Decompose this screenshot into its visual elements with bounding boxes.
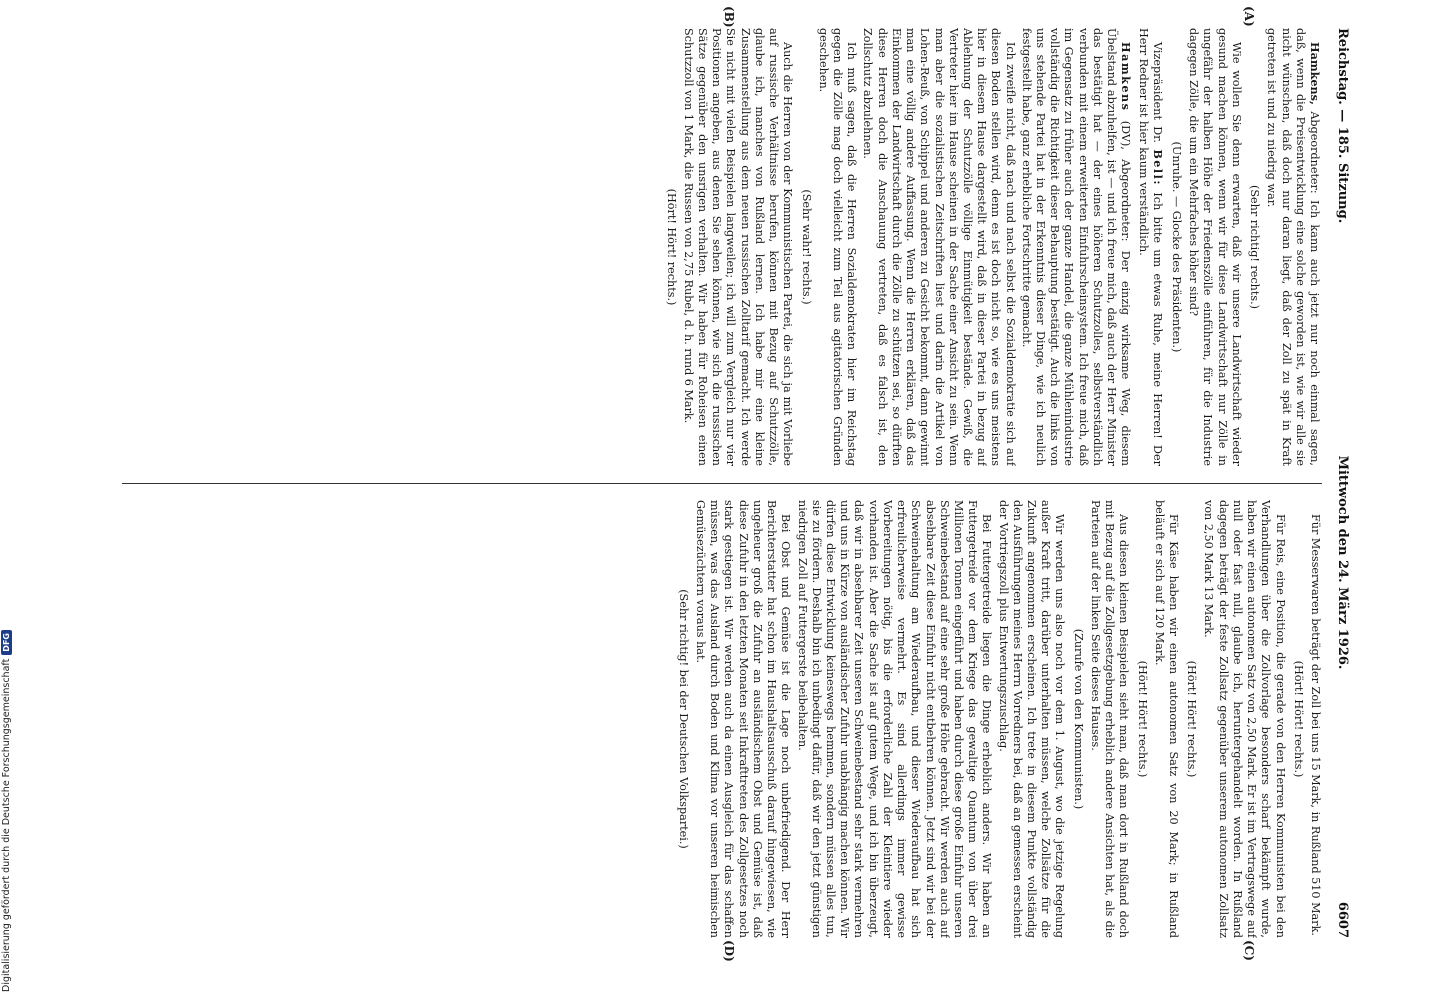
page-number: 6607 [1335, 901, 1351, 938]
remark: (Hört! Hört! rechts.) [1185, 660, 1199, 778]
paragraph: Wie wollen Sie denn erwarten, daß wir unsere Landwirtschaft wieder gesund machen können, wenn wir für diese Landwirtschaft nur Zölle in ungefähr der halben Höhe der Friedenszölle einführen, für die Industrie dagegen Zölle, die um ein Mehrfaches höher sind? [1187, 28, 1243, 466]
paragraph: Für Reis, eine Position, die gerade von den Herren Kommunisten bei den Verhandlungen über die Zollvorlage besonders scharf bekämpft wurde, haben wir einen autonomen Satz von 2,50 Mark. Er ist im Vertragswege auf null oder fast null, glaube ich, heruntergehandelt worden. In Rußland dagegen beträgt der feste Zollsatz gegenüber unserem autonomen Zollsatz von 2,50 Mark 13 Mark. [1202, 500, 1287, 938]
speaker-name: Hamkens [1119, 42, 1134, 112]
paragraph: Für Käse haben wir einen autonomen Satz von 20 Mark; in Rußland beläuft er sich auf 120 Mark. [1152, 500, 1181, 938]
remark: (Sehr wahr! rechts.) [799, 189, 813, 305]
paragraph: Aus diesen kleinen Beispielen sieht man, daß man dort in Rußland doch mit Bezug auf die Zollgesetzgebung erheblich andere Ansichten hat, als die Parteien auf der linken Seite dieses Hauses. [1088, 500, 1131, 938]
margin-marker-d: (D) [722, 940, 736, 962]
dfg-logo-icon: DFG [1, 630, 12, 655]
remark: (Sehr richtig! rechts.) [1248, 184, 1262, 310]
paragraph: Bei Obst und Gemüse ist die Lage noch unbefriedigend. Der Herr Berichterstatter hat schon im Haushaltsausschuß darauf hingewiesen, wie ungeheuer groß die Zufuhr an ausländischem Obst und Gemüse ist, daß diese Zufuhr in den letzten Monaten seit Inkrafttreten des Zollgesetzes noch stark gestiegen ist. Wir werden auch da einen Ausgleich für das schaffen müssen, was das Ausland durch Boden und Klima vor unseren heimischen Gemüsezüchtern voraus hat. [694, 500, 793, 938]
speaker-role: (DV), Abgeordneter: [1119, 120, 1133, 242]
speaker-name: Bell: [1150, 149, 1165, 187]
left-column [122, 28, 1322, 466]
digitization-note [1, 630, 12, 992]
paragraph: Für Messerwaren beträgt der Zoll bei uns 15 Mark, in Rußland 510 Mark. [1309, 514, 1322, 936]
paragraph: Ich kann auch jetzt nur noch einmal sagen, daß, wenn die Preisentwicklung eine solche geworden ist, wie wir alle sie nicht wünschen, daß doch nur daran liegt, daß der Zoll zu spät in Kraft getreten ist und zu niedrig war. [1265, 28, 1321, 466]
paragraph: Bei Futtergetreide liegen die Dinge erheblich anders. Wir haben an Futtergetreide vor dem Kriege das gewaltige Quantum von über drei Millionen Tonnen eingeführt und haben durch diese große Einfuhr unseren Schweinebestand auf eine sehr große Höhe gebracht. Wir werden auch auf absehbare Zeit diese Einfuhr nicht entbehren können. Jetzt sind wir bei der Schweinehaltung am Wiederaufbau, und dieser Wiederaufbau hat sich erfreulicherweise vermehrt. Es sind allerdings immer gewisse Vorbereitungen nötig, bis die erforderliche Zahl der Kleintiere wieder vorhanden ist. Aber die Sache ist auf gutem Wege, und ich bin überzeugt, daß wir in absehbarer Zeit unseren Schweinebestand sehr stark vermehren und uns in Kürze von ausländischer Zufuhr unabhängig machen können. Wir dürfen diese Entwicklung keineswegs hemmen, sondern müssen alles tun, sie zu fördern. Deshalb bin ich unbedingt dafür, daß wir den jetzt günstigen niedrigen Zoll auf Futtergerste beibehalten. [795, 500, 994, 938]
remark: (Zurufe von den Kommunisten.) [1071, 628, 1085, 810]
margin-marker-c: (C) [1242, 940, 1256, 961]
remark: (Hört! Hört! rechts.) [664, 188, 678, 306]
digitization-text: Digitalisierung gefördert durch die Deutsche Forschungsgemeinschaft [1, 658, 12, 992]
paragraph: Wir werden uns also noch vor dem 1. August, wo die jetzige Regelung außer Kraft tritt, darüber unterhalten müssen, welche Zollsätze für die Zukunft angenommen erscheinen. Ich trete in diesem Punkte vollständig den Ausführungen meines Herrn Vorredners bei, daß an gemessen erscheint der Vortriegszoll plus Entwertungszuschlag. [996, 500, 1067, 938]
columns [122, 28, 1322, 938]
header-date: Mittwoch den 24. März 1926. [1335, 455, 1351, 670]
remark: (Hört! Hört! rechts.) [1291, 660, 1305, 778]
paragraph: Ich zweifle nicht, daß nach und nach selbst die Sozialdemokratie sich auf diesen Boden stellen wird, denn es ist doch nicht so, wie es uns meistens hier in diesem Hause dargestellt wird, daß in dieser Partei in bezug auf Ablehnung der Schutzzölle völlige Einmütigkeit bestände. Gewiß, die Vertreter hier im Hause scheinen in der Sache einer Ansicht zu sein. Wenn man aber die sozialistischen Zeitschriften liest und darin die Artikel von Lohen-Reuß, von Schippel und anderen zu Gesicht bekommt, dann gewinnt man eine völlig andere Auffassung. Wenn die Herren erklären, daß das Einkommen der Landwirtschaft durch die Zölle zu schützen sei, so dürften diese Herren doch die Anschauung vertreten, daß es falsch ist, den Zollschutz abzulehnen. [861, 28, 1017, 466]
right-column [122, 500, 1322, 938]
speaker-name: Hamkens, [1308, 42, 1322, 105]
margin-marker-b: (B) [722, 6, 736, 28]
remark: (Hört! Hört! rechts.) [1135, 660, 1149, 778]
header-left: Reichstag. — 185. Sitzung. [1335, 28, 1351, 224]
remark: (Unruhe. — Glocke des Präsidenten.) [1170, 141, 1184, 353]
remark: (Sehr richtig! bei der Deutschen Volkspartei.) [676, 589, 690, 849]
paragraph: Auch die Herren von der Kommunistischen Partei, die sich ja mit Vorliebe auf russische Verhältnisse berufen, können mit Bezug auf Schutzzölle, glaube ich, manches von Rußland lernen. Ich habe mir eine kleine Zusammenstellung aus dem neuen russischen Zolltarif gemacht. Ich werde Sie nicht mit vielen Beispielen langweilen; ich will zum Vergleich nur vier Positionen angeben, aus denen Sie sehen können, wie sich die russischen Sätze gegenüber den unsrigen verhalten. Wir haben für Roheisen einen Schutzzoll von 1 Mark, die Russen von 2,75 Rubel, d. h. rund 6 Mark. [681, 28, 795, 466]
paragraph: Der einzig wirksame Weg, diesem Übelstand abzuhelfen, ist — und ich freue mich, daß auch der Herr Minister das bestätigt hat — der eines höheren Schutzzolles, selbstverständlich verbunden mit einem erweiterten Einfuhrscheinsystem. Ich freue mich, daß im Gegensatz zu früher auch der ganze Handel, die ganze Mühlenindustrie vollständig die Richtigkeit dieser Behauptung bestätigt. Auch die links von uns stehende Partei hat in der Erkenntnis dieser Dinge, wie ich neulich festgestellt habe, ganz erhebliche Fortschritte gemacht. [1019, 28, 1133, 466]
column-divider [122, 483, 1322, 484]
paragraph: Ich muß sagen, daß die Herren Sozialdemokraten hier im Reichstag gegen die Zölle mag doch vielleicht zum Teil aus agitatorischen Gründen geschehen. [816, 28, 859, 466]
page-header [1330, 28, 1356, 938]
paragraph: Ich bitte um etwas Ruhe, meine Herren! Der Herr Redner ist hier kaum verständlich. [1136, 28, 1164, 466]
margin-marker-a: (A) [1242, 6, 1256, 27]
speaker-title: Vizepräsident Dr. [1150, 42, 1164, 143]
rotated-page-content [106, 6, 1356, 962]
speaker-role: Abgeordneter: [1308, 111, 1321, 194]
